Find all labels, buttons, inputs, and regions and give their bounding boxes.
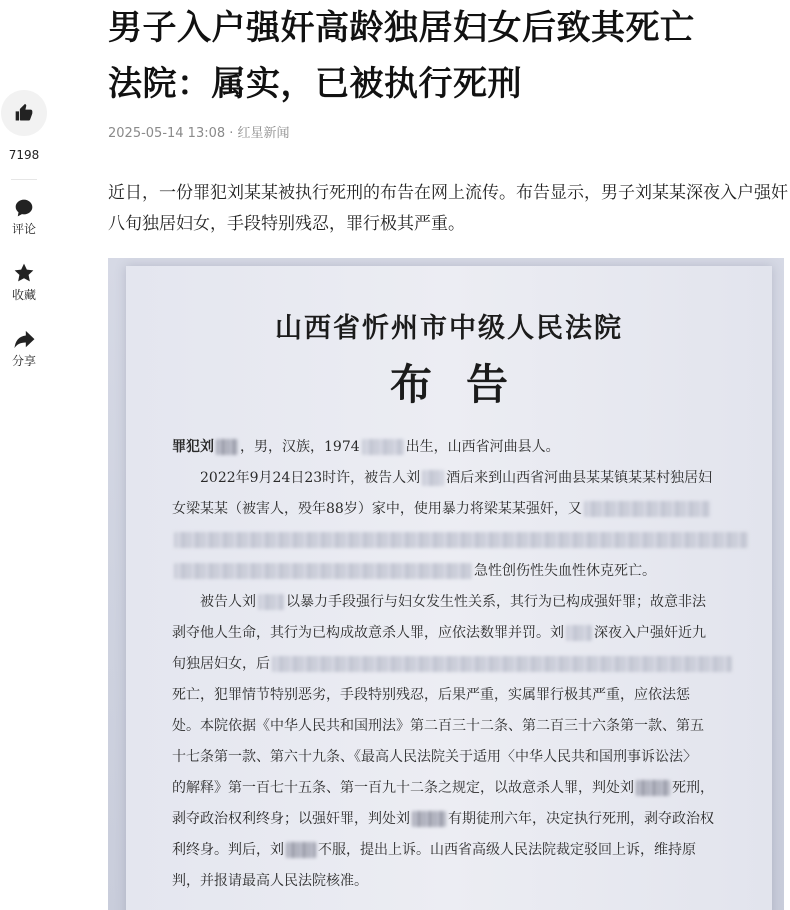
notice-text: ，男，汉族，1974	[240, 439, 360, 455]
notice-line	[172, 680, 752, 711]
redaction-mask	[422, 470, 444, 486]
title-line-2: 法院：属实，已被执行死刑	[108, 64, 522, 104]
notice-text: 深夜入户强奸近九	[594, 625, 706, 641]
redaction-mask	[412, 811, 446, 827]
notice-text: 处。本院依据《中华人民共和国刑法》第二百三十二条、第二百三十六条第一款、第五	[172, 718, 704, 734]
notice-paper	[126, 266, 772, 910]
article-title	[108, 0, 788, 112]
redaction-mask	[174, 532, 748, 548]
notice-line	[172, 649, 752, 680]
notice-line	[172, 711, 752, 742]
comment-label: 评论	[11, 222, 36, 236]
notice-line	[172, 618, 752, 649]
notice-line	[172, 587, 752, 618]
notice-text: 剥夺政治权利终身；以强奸罪，判处刘	[172, 811, 410, 827]
share-button[interactable]	[0, 330, 48, 368]
redaction-mask	[636, 780, 670, 796]
share-arrow-icon	[13, 330, 35, 350]
notice-line	[172, 556, 752, 587]
comment-button[interactable]	[0, 198, 48, 236]
notice-text: 的解释》第一百七十五条、第一百九十二条之规定，以故意杀人罪，判处刘	[172, 780, 634, 796]
notice-line	[172, 463, 752, 494]
comment-bubble-icon	[14, 198, 34, 218]
notice-text: 罪犯刘	[172, 439, 214, 455]
notice-text: 急性创伤性失血性休克死亡。	[474, 563, 656, 579]
notice-text: 出生，山西省河曲县人。	[405, 439, 560, 455]
notice-body	[172, 432, 752, 897]
redaction-mask	[566, 625, 592, 641]
thumbs-up-icon	[14, 103, 34, 123]
redaction-mask	[362, 439, 404, 455]
article-meta: 2025-05-14 13:08 · 红星新闻	[108, 126, 290, 141]
notice-text: 利终身。判后，刘	[172, 842, 284, 858]
redaction-mask	[584, 501, 710, 517]
title-line-1: 男子入户强奸高龄独居妇女后致其死亡	[108, 8, 695, 48]
redaction-mask	[258, 594, 284, 610]
notice-line	[172, 742, 752, 773]
star-icon	[13, 262, 35, 284]
like-button[interactable]	[0, 90, 48, 162]
notice-line	[172, 432, 752, 463]
notice-text: 酒后来到山西省河曲县某某镇某某村独居妇	[446, 470, 713, 486]
notice-text: 以暴力手段强行与妇女发生性关系，其行为已构成强奸罪；故意非法	[286, 594, 706, 610]
share-label: 分享	[11, 354, 36, 368]
notice-photo	[108, 258, 784, 910]
notice-text: 判，并报请最高人民法院核准。	[172, 873, 368, 889]
notice-text: 死亡，犯罪情节特别恶劣，手段特别残忍，后果严重，实属罪行极其严重，应依法惩	[172, 687, 690, 703]
redaction-mask	[216, 439, 238, 455]
notice-text: 2022年9月24日23时许，被告人刘	[200, 470, 421, 486]
notice-line	[172, 866, 752, 897]
notice-text: 有期徒刑六年，决定执行死刑，剥夺政治权	[448, 811, 714, 827]
redaction-mask	[272, 656, 732, 672]
notice-court-name: 山西省忻州市中级人民法院	[275, 313, 623, 344]
notice-line	[172, 835, 752, 866]
notice-text: 女梁某某（被害人，殁年88岁）家中，使用暴力将梁某某强奸，又	[172, 501, 582, 517]
notice-line	[172, 494, 752, 525]
notice-text: 剥夺他人生命，其行为已构成故意杀人罪，应依法数罪并罚。刘	[172, 625, 564, 641]
notice-text: 死刑，	[672, 780, 714, 796]
redaction-mask	[174, 563, 472, 579]
like-circle[interactable]	[1, 90, 47, 136]
redaction-mask	[286, 842, 316, 858]
notice-line	[172, 773, 752, 804]
rail-divider	[11, 179, 37, 180]
notice-text: 旬独居妇女，后	[172, 656, 270, 672]
favorite-button[interactable]	[0, 262, 48, 302]
notice-text: 不服，提出上诉。山西省高级人民法院裁定驳回上诉，维持原	[318, 842, 696, 858]
notice-text: 十七条第一款、第六十九条、《最高人民法院关于适用〈中华人民共和国刑事诉讼法〉	[172, 749, 697, 765]
notice-heading: 布告	[389, 360, 542, 409]
notice-line	[172, 525, 752, 556]
favorite-label: 收藏	[11, 288, 36, 302]
article-lead: 近日，一份罪犯刘某某被执行死刑的布告在网上流传。布告显示，男子刘某某深夜入户强奸八旬独居妇女，手段特别残忍，罪行极其严重。	[108, 183, 788, 234]
notice-line	[172, 804, 752, 835]
notice-text: 被告人刘	[200, 594, 256, 610]
like-count: 7198	[8, 148, 40, 162]
